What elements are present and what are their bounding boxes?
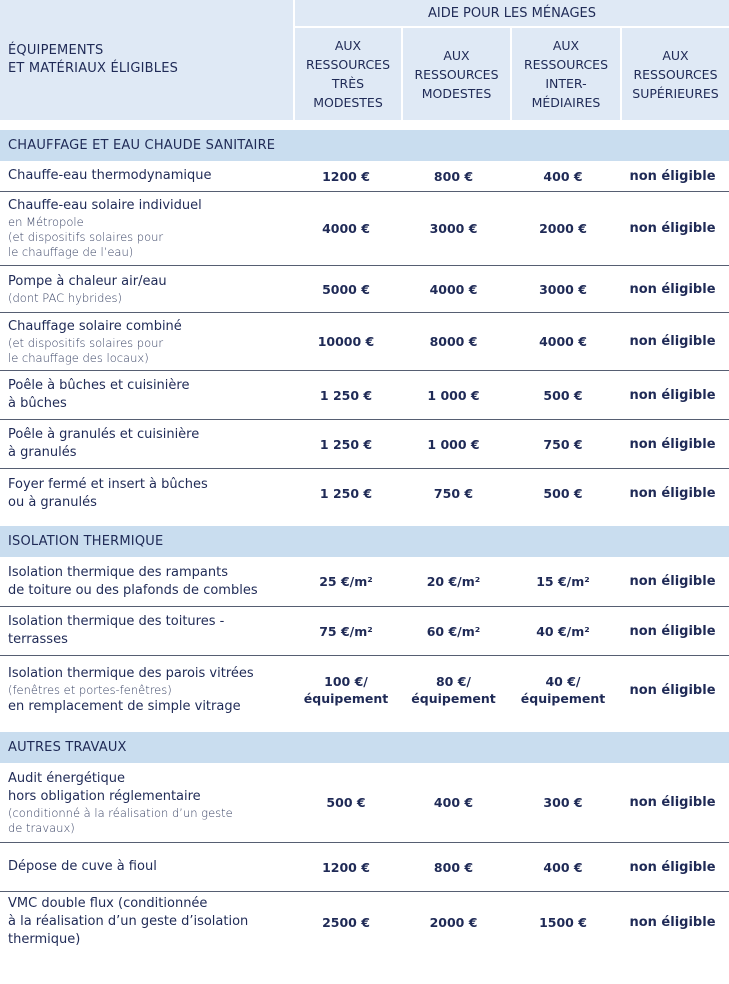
column-header-intermediaires: AUX RESSOURCES INTER- MÉDIAIRES <box>510 28 620 120</box>
equipment-name: terrasses <box>8 632 68 647</box>
equipment-note: le chauffage de l’eau) <box>8 245 134 259</box>
equipment-label <box>0 371 293 419</box>
equipment-label <box>0 312 293 372</box>
aid-amount: non éligible <box>629 795 716 810</box>
equipment-name: Isolation thermique des rampants <box>8 564 228 580</box>
equipment-name: Dépose de cuve à fioul <box>8 859 157 874</box>
equipment-name: Poêle à granulés et cuisinière <box>8 427 200 442</box>
aid-amount: 2000 € <box>539 221 587 236</box>
equipment-name: à la réalisation d’un geste d’isolation <box>8 914 249 929</box>
equipment-name: Isolation thermique des toitures - <box>8 614 225 629</box>
aid-amount: 1 250 € <box>319 486 373 501</box>
aid-amount: 1 250 € <box>319 436 373 452</box>
aid-amount: 400 € <box>433 795 474 810</box>
equipment-label <box>0 852 293 882</box>
aid-amount: 4000 € <box>539 334 587 349</box>
equipment-name: Chauffe-eau thermodynamique <box>8 168 212 183</box>
table-row <box>0 557 729 607</box>
aid-amount: non éligible <box>629 682 716 698</box>
equipment-label <box>0 191 293 266</box>
equipment-name-tail: en remplacement de simple vitrage <box>8 698 241 714</box>
equipment-name: Pompe à chaleur air/eau <box>8 273 167 289</box>
aid-amount: non éligible <box>629 387 716 403</box>
equipment-column-header <box>0 0 293 120</box>
equipment-label <box>0 161 293 191</box>
table-row <box>0 763 729 843</box>
aid-amount: 40 €/m² <box>536 623 590 639</box>
equipment-note: en Métropole <box>8 215 84 229</box>
table-row <box>0 892 729 952</box>
aid-amount: 1 000 € <box>427 387 480 403</box>
equipment-name: Chauffage solaire combiné <box>8 318 182 334</box>
aid-amount: non éligible <box>629 574 716 589</box>
table-row <box>0 371 729 420</box>
aid-amount: 25 €/m² <box>319 574 373 589</box>
aid-amount: 1500 € <box>539 914 587 930</box>
equipment-name: hors obligation réglementaire <box>8 788 201 804</box>
aid-amount: 4000 € <box>322 221 370 236</box>
equipment-name: Chauffe-eau solaire individuel <box>8 198 202 213</box>
aid-amount: 750 € <box>543 436 583 452</box>
table-header <box>0 0 729 120</box>
equipment-note: (et dispositifs solaires pour <box>8 230 164 244</box>
aid-amount: 3000 € <box>539 281 587 297</box>
equipment-name: Foyer fermé et insert à bûches <box>8 476 208 492</box>
aid-amount: 10000 € <box>317 334 375 349</box>
equipment-name: Audit énergétique <box>8 770 126 786</box>
aid-amount: 500 € <box>326 795 366 810</box>
equipment-label <box>0 470 293 518</box>
aid-amount: 1200 € <box>322 168 370 184</box>
aid-amount: 400 € <box>543 168 583 184</box>
header-title-line2: ET MATÉRIAUX ÉLIGIBLES <box>8 61 179 76</box>
aid-amount: 300 € <box>543 795 583 810</box>
aid-amount: 500 € <box>543 387 583 403</box>
section-header: CHAUFFAGE ET EAU CHAUDE SANITAIRE <box>0 130 729 161</box>
table-row <box>0 843 729 892</box>
aid-amount: 1200 € <box>322 859 370 875</box>
table-row <box>0 313 729 371</box>
equipment-name: VMC double flux (conditionnée <box>8 896 208 911</box>
aid-amount: 750 € <box>433 486 474 501</box>
aid-amount: 60 €/m² <box>426 623 481 639</box>
equipment-label <box>0 267 293 312</box>
aid-amount: 100 €/ équipement <box>303 674 389 706</box>
section-header: AUTRES TRAVAUX <box>0 732 729 763</box>
aid-amount: 800 € <box>433 168 474 184</box>
column-header-modestes: AUX RESSOURCES MODESTES <box>401 28 510 120</box>
column-header-tres-modestes: AUX RESSOURCES TRÈS MODESTES <box>305 38 391 110</box>
table-row <box>0 607 729 656</box>
equipment-note: (et dispositifs solaires pour <box>8 335 164 350</box>
aid-amount: 80 €/ équipement <box>411 674 496 706</box>
equipment-note: le chauffage des locaux) <box>8 350 149 365</box>
aid-amount: 400 € <box>543 859 583 875</box>
table-row <box>0 656 729 724</box>
equipment-note: (fenêtres et portes-fenêtres) <box>8 682 172 697</box>
equipment-name: de toiture ou des plafonds de combles <box>8 582 258 598</box>
equipment-note: (conditionné à la réalisation d’un geste <box>8 805 233 820</box>
equipment-label <box>0 659 293 722</box>
aid-group-header <box>293 0 729 120</box>
equipment-label <box>0 764 293 842</box>
column-header-superieures: AUX RESSOURCES SUPÉRIEURES <box>620 28 729 120</box>
aid-amount: non éligible <box>629 168 716 184</box>
header-title-line1: ÉQUIPEMENTS <box>8 43 104 58</box>
aid-amount: non éligible <box>629 436 716 452</box>
table-row <box>0 266 729 313</box>
aid-amount: non éligible <box>629 859 716 875</box>
aid-amount: 800 € <box>433 859 474 875</box>
aid-amount: 4000 € <box>429 281 478 297</box>
aid-amount: 20 €/m² <box>426 574 481 589</box>
equipment-label <box>0 420 293 468</box>
equipment-name: à bûches <box>8 396 67 411</box>
aid-amount: non éligible <box>629 486 716 501</box>
aid-group-title: AIDE POUR LES MÉNAGES <box>295 0 729 28</box>
table-row <box>0 469 729 518</box>
aid-amount: non éligible <box>629 281 716 297</box>
equipment-label <box>0 558 293 606</box>
aid-amount: 8000 € <box>429 334 478 349</box>
equipment-note: (dont PAC hybrides) <box>8 290 122 305</box>
equipment-name: ou à granulés <box>8 494 97 510</box>
table-body <box>0 130 729 952</box>
aid-amount: 5000 € <box>322 281 370 297</box>
table-row <box>0 420 729 469</box>
aid-amount: 2000 € <box>429 914 478 930</box>
aid-amount: 1 000 € <box>427 436 480 452</box>
aid-amount: 15 €/m² <box>536 574 590 589</box>
table-row <box>0 161 729 192</box>
aid-amount: non éligible <box>629 221 716 236</box>
equipment-name: Poêle à bûches et cuisinière <box>8 378 190 393</box>
aid-amount: non éligible <box>629 334 716 349</box>
equipment-note: de travaux) <box>8 820 75 835</box>
aid-amount: non éligible <box>629 623 716 639</box>
equipment-name: thermique) <box>8 932 81 947</box>
section-header: ISOLATION THERMIQUE <box>0 526 729 557</box>
aid-amount: 3000 € <box>429 221 478 236</box>
aid-amount: 40 €/ équipement <box>520 674 606 706</box>
aid-amount: 2500 € <box>322 914 370 930</box>
aid-amount: 75 €/m² <box>319 623 373 639</box>
table-row <box>0 192 729 266</box>
equipment-label <box>0 607 293 655</box>
aid-amount: 1 250 € <box>319 387 373 403</box>
equipment-label <box>0 889 293 955</box>
equipment-name: à granulés <box>8 445 77 460</box>
equipment-name: Isolation thermique des parois vitrées <box>8 665 254 681</box>
aid-amount: 500 € <box>543 486 583 501</box>
aid-amount: non éligible <box>629 914 716 930</box>
